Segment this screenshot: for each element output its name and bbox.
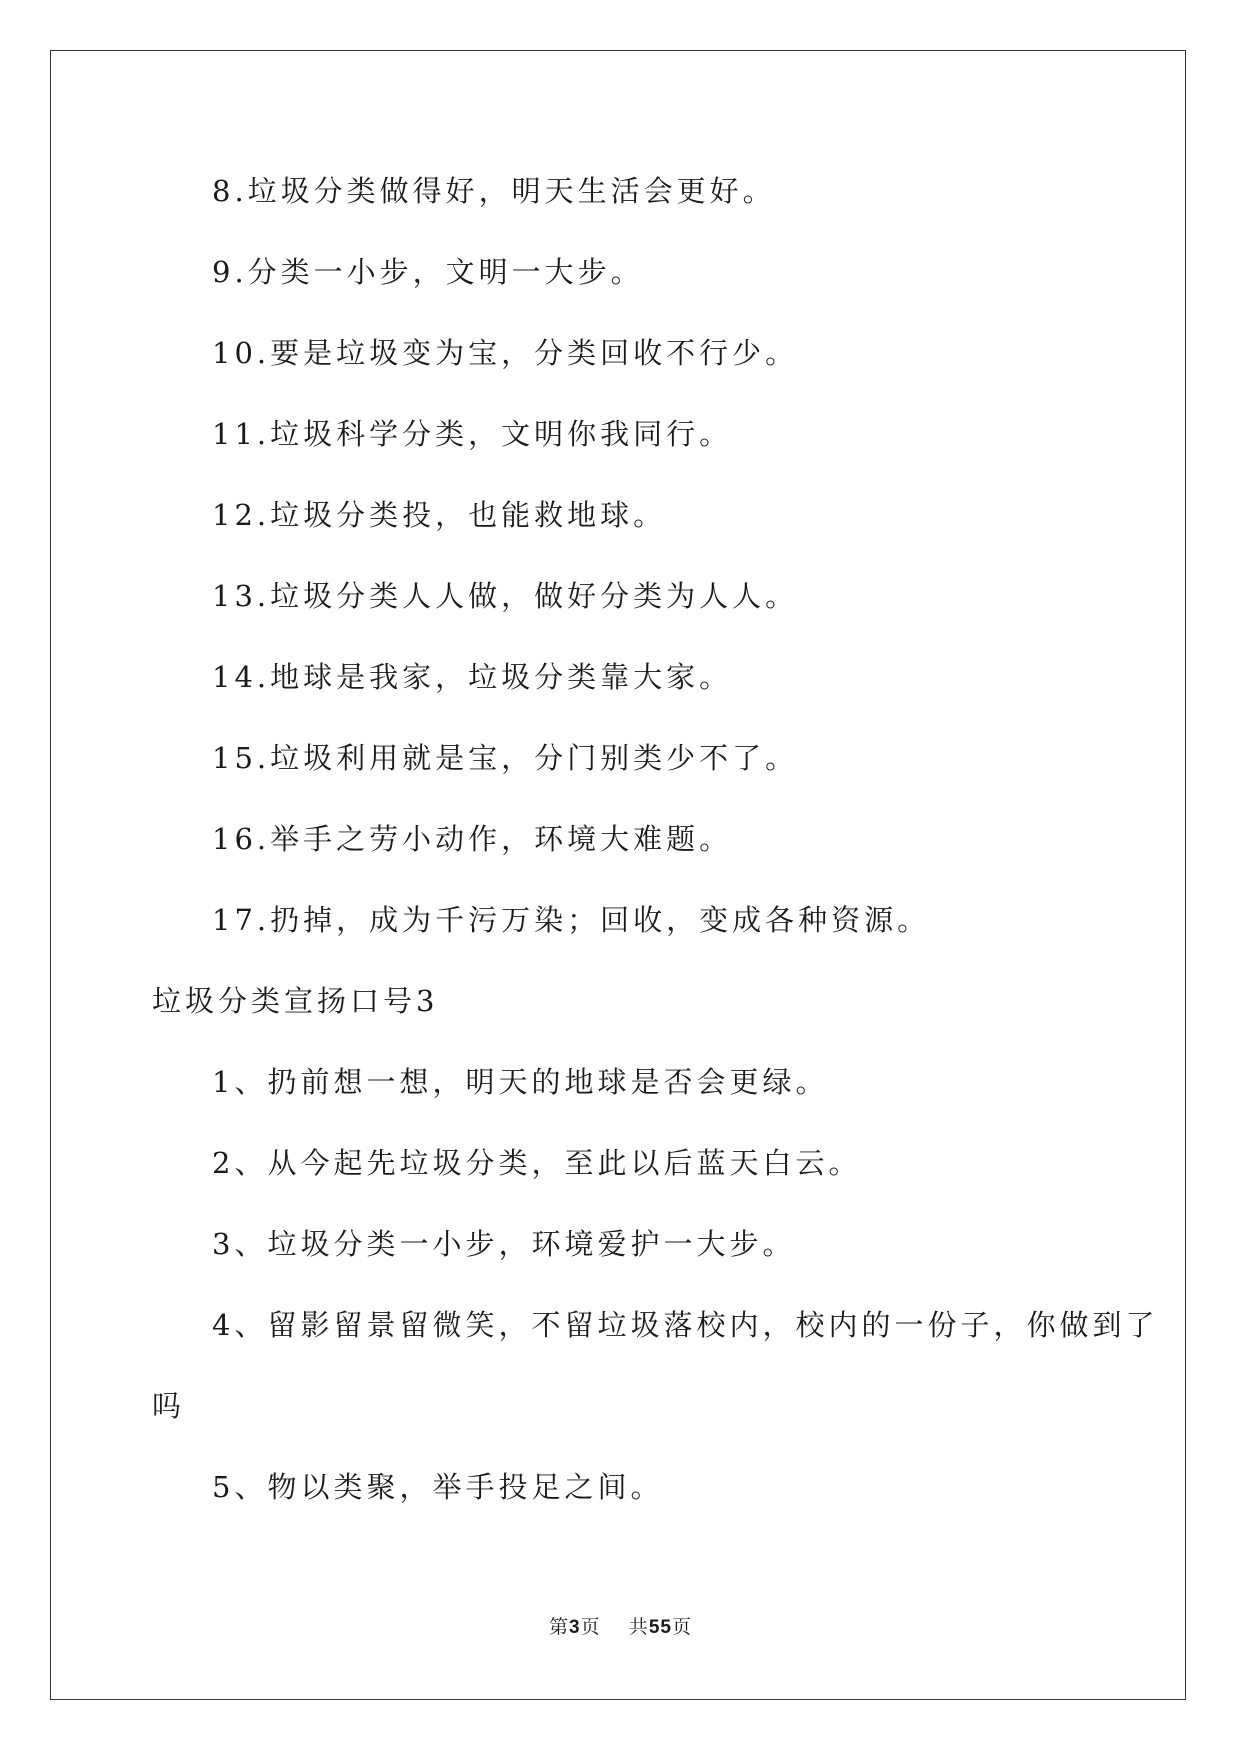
slogan-line-9: 9.分类一小步，文明一大步。: [212, 255, 644, 289]
slogan-3-3: 3、垃圾分类一小步，环境爱护一大步。: [212, 1227, 796, 1261]
page-footer: [0, 1612, 1241, 1639]
slogan-line-10: 10.要是垃圾变为宝，分类回收不行少。: [212, 336, 799, 370]
footer-page-number: 3: [569, 1617, 581, 1638]
slogan-3-5: 5、物以类聚，举手投足之间。: [212, 1470, 664, 1504]
slogan-line-14: 14.地球是我家，垃圾分类靠大家。: [212, 660, 733, 694]
slogan-3-4-continued: 吗: [152, 1389, 186, 1423]
slogan-line-17: 17.扔掉，成为千污万染；回收，变成各种资源。: [212, 903, 931, 937]
slogan-line-15: 15.垃圾利用就是宝，分门别类少不了。: [212, 741, 799, 775]
footer-page-suffix: 页: [580, 1616, 601, 1638]
footer-prefix: 第: [549, 1616, 570, 1638]
page-border: [50, 50, 1186, 1700]
slogan-line-11: 11.垃圾科学分类，文明你我同行。: [212, 417, 733, 451]
section-heading: 垃圾分类宣扬口号3: [152, 984, 439, 1018]
footer-total-prefix: 共: [628, 1616, 649, 1638]
slogan-3-4: 4、留影留景留微笑，不留垃圾落校内，校内的一份子，你做到了: [212, 1308, 1159, 1342]
footer-total-suffix: 页: [671, 1616, 692, 1638]
slogan-line-16: 16.举手之劳小动作，环境大难题。: [212, 822, 733, 856]
slogan-line-12: 12.垃圾分类投，也能救地球。: [212, 498, 667, 532]
slogan-3-1: 1、扔前想一想，明天的地球是否会更绿。: [212, 1065, 829, 1099]
slogan-3-2: 2、从今起先垃圾分类，至此以后蓝天白云。: [212, 1146, 862, 1180]
slogan-line-8: 8.垃圾分类做得好，明天生活会更好。: [212, 174, 776, 208]
footer-total-pages: 55: [648, 1617, 672, 1638]
slogan-line-13: 13.垃圾分类人人做，做好分类为人人。: [212, 579, 799, 613]
